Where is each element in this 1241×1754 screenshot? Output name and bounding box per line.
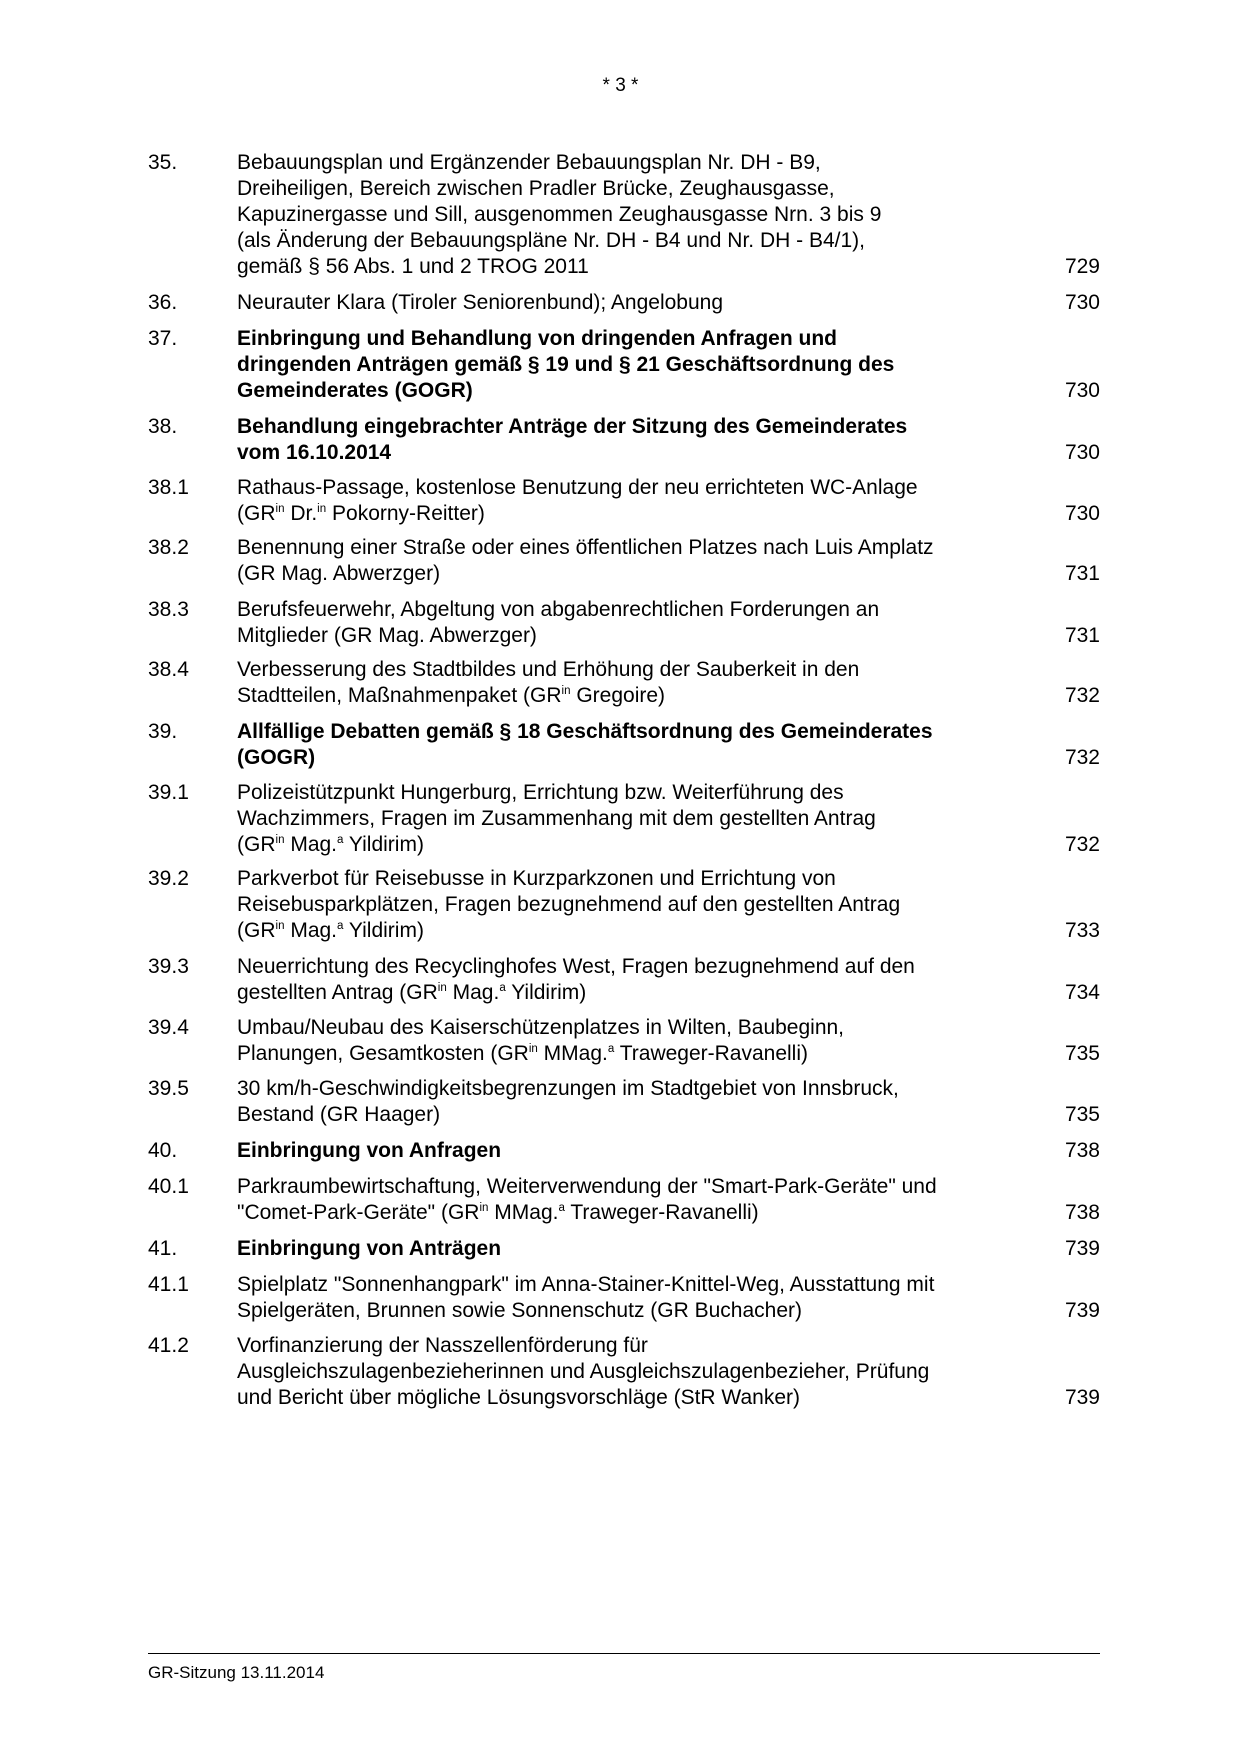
toc-entry (148, 1174, 1100, 1226)
toc-entry (148, 1015, 1100, 1067)
table-of-contents (148, 150, 1100, 1411)
toc-entry-page: 739 (1064, 1386, 1100, 1409)
toc-entry-page: 735 (1064, 1103, 1100, 1126)
toc-entry (148, 1333, 1100, 1411)
toc-entry (148, 326, 1100, 404)
toc-entry (148, 866, 1100, 944)
toc-entry (148, 290, 1100, 316)
toc-entry (148, 1138, 1100, 1164)
toc-entry-number: 39.4 (148, 1016, 189, 1039)
toc-entry-number: 36. (148, 291, 178, 314)
toc-entry-title: Parkraumbewirtschaftung, Weiterverwendung der "Smart-Park-Geräte" und "Comet-Park-Geräte" ($GR^{in}$ MMag.$^a$ Traweger-Ravanelli) (237, 1175, 937, 1224)
toc-entry-page: 732 (1064, 746, 1100, 769)
toc-entry (148, 535, 1100, 587)
toc-entry-page: 730 (1064, 291, 1100, 314)
toc-entry (148, 1076, 1100, 1128)
toc-entry-page: 733 (1064, 919, 1100, 942)
toc-entry-page: 730 (1064, 379, 1100, 402)
toc-entry-page: 732 (1064, 684, 1100, 707)
toc-entry-title: Rathaus-Passage, kostenlose Benutzung der neu errichteten WC-Anlage ($GR^{in}$ Dr.$^{in}$ Pokorny-Reitter) (237, 476, 918, 525)
toc-entry-title: Polizeistützpunkt Hungerburg, Errichtung bzw. Weiterführung des Wachzimmers, Fragen im Zusammenhang mit dem gestellten Antrag ($GR^{in}$ Mag.$^a$ Yildirim) (237, 781, 876, 856)
toc-entry (148, 1236, 1100, 1262)
toc-entry-number: 40. (148, 1139, 178, 1162)
toc-entry-title: Behandlung eingebrachter Anträge der Sitzung des Gemeinderates vom 16.10.2014 (237, 415, 908, 464)
toc-entry-page: 738 (1064, 1139, 1100, 1162)
toc-entry-number: 39.2 (148, 867, 189, 890)
toc-entry-title: Einbringung und Behandlung von dringenden Anfragen und dringenden Anträgen gemäß § 19 und § 21 Geschäftsordnung des Gemeinderates (GOGR) (237, 327, 895, 402)
toc-entry-number: 41. (148, 1237, 178, 1260)
toc-entry-title: Einbringung von Anträgen (237, 1237, 502, 1260)
toc-entry-page: 738 (1064, 1201, 1100, 1224)
toc-entry-title: Neurauter Klara (Tiroler Seniorenbund); Angelobung (237, 291, 724, 314)
toc-entry-page: 735 (1064, 1042, 1100, 1065)
toc-entry-page: 739 (1064, 1299, 1100, 1322)
toc-entry-number: 41.1 (148, 1273, 189, 1296)
page-number: * 3 * (602, 75, 639, 96)
toc-entry-title: 30 km/h-Geschwindigkeitsbegrenzungen im Stadtgebiet von Innsbruck, Bestand (GR Haager) (237, 1077, 899, 1126)
toc-entry-title: Einbringung von Anfragen (237, 1139, 502, 1162)
toc-entry (148, 150, 1100, 280)
toc-entry-title: Umbau/Neubau des Kaiserschützenplatzes in Wilten, Baubeginn, Planungen, Gesamtkosten ($GR^{in}$ MMag.$^a$ Traweger-Ravanelli) (237, 1016, 845, 1065)
toc-entry (148, 719, 1100, 771)
toc-entry (148, 414, 1100, 466)
toc-entry-number: 39.3 (148, 955, 189, 978)
toc-entry-page: 731 (1064, 562, 1100, 585)
toc-entry-title: Vorfinanzierung der Nasszellenförderung für Ausgleichszulagenbezieherinnen und Ausgleichszulagenbezieher, Prüfung und Bericht über mögliche Lösungsvorschläge (StR Wanker) (237, 1334, 930, 1409)
toc-entry-number: 38.3 (148, 598, 189, 621)
toc-entry-page: 729 (1064, 255, 1100, 278)
toc-entry-title: Benennung einer Straße oder eines öffentlichen Platzes nach Luis Amplatz (GR Mag. Abwerzger) (237, 536, 934, 585)
toc-entry (148, 954, 1100, 1006)
toc-entry (148, 597, 1100, 649)
toc-entry (148, 1272, 1100, 1324)
toc-entry-title: Neuerrichtung des Recyclinghofes West, Fragen bezugnehmend auf den gestellten Antrag ($GR^{in}$ Mag.$^a$ Yildirim) (237, 955, 915, 1004)
toc-entry (148, 475, 1100, 527)
footer-divider (148, 1653, 1100, 1654)
toc-entry-page: 739 (1064, 1237, 1100, 1260)
toc-entry-title: Bebauungsplan und Ergänzender Bebauungsplan Nr. DH - B9, Dreiheiligen, Bereich zwischen Pradler Brücke, Zeughausgasse, Kapuzinergasse und Sill, ausgenommen Zeughausgasse Nrn. 3 bis 9 (als Änderung der Bebauungspläne Nr. DH - B4 und Nr. DH - B4/1), gemäß § 56 Abs. 1 und 2 TROG 2011 (237, 151, 882, 278)
toc-entry-title: Allfällige Debatten gemäß § 18 Geschäftsordnung des Gemeinderates (GOGR) (237, 720, 933, 769)
toc-entry (148, 780, 1100, 858)
toc-entry-number: 39.5 (148, 1077, 189, 1100)
toc-entry-page: 730 (1064, 441, 1100, 464)
toc-entry-page: 732 (1064, 833, 1100, 856)
toc-entry-page: 730 (1064, 502, 1100, 525)
toc-entry-title: Spielplatz "Sonnenhangpark" im Anna-Stainer-Knittel-Weg, Ausstattung mit Spielgeräten, Brunnen sowie Sonnenschutz (GR Buchacher) (237, 1273, 935, 1322)
toc-entry-title: Parkverbot für Reisebusse in Kurzparkzonen und Errichtung von Reisebusparkplätzen, Fragen bezugnehmend auf den gestellten Antrag ($GR^{in}$ Mag.$^a$ Yildirim) (237, 867, 901, 942)
footer-session-date: GR-Sitzung 13.11.2014 (148, 1663, 325, 1682)
toc-entry-number: 37. (148, 327, 178, 350)
toc-entry-page: 734 (1064, 981, 1100, 1004)
toc-entry-number: 40.1 (148, 1175, 189, 1198)
toc-entry-number: 38.2 (148, 536, 189, 559)
toc-entry-page: 731 (1064, 624, 1100, 647)
toc-entry-number: 35. (148, 151, 178, 174)
toc-entry (148, 657, 1100, 709)
toc-entry-title: Verbesserung des Stadtbildes und Erhöhung der Sauberkeit in den Stadtteilen, Maßnahmenpaket ($GR^{in}$ Gregoire) (237, 658, 860, 707)
toc-entry-number: 38. (148, 415, 178, 438)
toc-entry-title: Berufsfeuerwehr, Abgeltung von abgabenrechtlichen Forderungen an Mitglieder (GR Mag. Abwerzger) (237, 598, 880, 647)
toc-entry-number: 38.4 (148, 658, 189, 681)
toc-entry-number: 38.1 (148, 476, 189, 499)
toc-entry-number: 41.2 (148, 1334, 189, 1357)
toc-entry-number: 39.1 (148, 781, 189, 804)
toc-entry-number: 39. (148, 720, 178, 743)
